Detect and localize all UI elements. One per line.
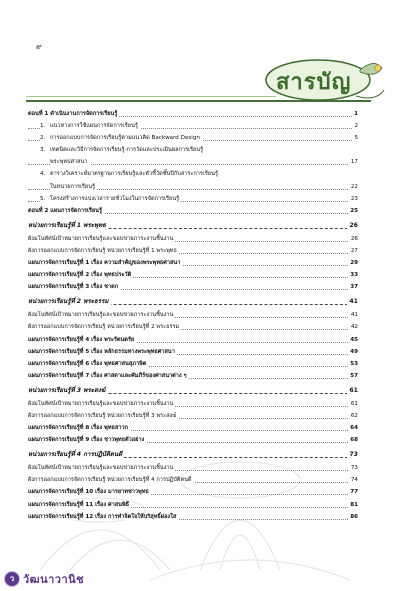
toc-entry-title: แผนการจัดการเรียนรู้ที่ 10 เรื่อง มารยาทชาวพุทธ: [28, 489, 149, 496]
toc-entry-title: 3. เทคนิคและวิธีการจัดการเรียนรู้-การวัดและประเมินผลการเรียนรู้: [40, 147, 205, 153]
toc-entry[interactable]: [28, 132, 358, 144]
toc-entry-number: 5.: [40, 195, 46, 202]
toc-entry[interactable]: [28, 334, 358, 346]
toc-entry-title: 5. โครงสร้างการแบ่งเวลารายชั่วโมงในการจัดการเรียนรู้: [40, 196, 181, 202]
toc-entry-page: 49: [348, 346, 358, 358]
toc-entry-title: 4. ตารางวิเคราะห์มาตรฐานการเรียนรู้และตัวชี้วัดชั้นปีกับสาระการเรียนรู้: [40, 171, 220, 177]
toc-entry-title: 2. การออกแบบการจัดการเรียนรู้ตามแนวคิด Backward Design: [40, 135, 202, 141]
toc-entry-title: ผังการออกแบบการจัดการเรียนรู้ หน่วยการเรียนรู้ที่ 2 พระธรรม: [28, 324, 180, 331]
table-of-contents: [28, 108, 358, 523]
toc-entry-page: 17: [349, 156, 358, 168]
toc-entry-title: หน่วยการเรียนรู้ที่ 1 พระพุทธ: [28, 221, 106, 229]
toc-entry-page: 25: [348, 205, 358, 217]
toc-entry-number: 1.: [40, 123, 46, 130]
toc-entry[interactable]: [28, 220, 358, 233]
toc-entry[interactable]: [28, 144, 358, 156]
toc-entry-title: ผังมโนทัศน์เป้าหมายการเรียนรู้และขอบข่ายภาระงานชิ้นงาน: [28, 400, 174, 407]
toc-entry-page: 61: [347, 385, 358, 397]
toc-entry-title: หน่วยการเรียนรู้ที่ 3 พระสงฆ์: [28, 386, 106, 394]
toc-entry-page: 22: [349, 181, 358, 193]
toc-entry[interactable]: [28, 168, 358, 180]
toc-entry-title: แผนการจัดการเรียนรู้ที่ 11 เรื่อง ศาสนพิธี: [28, 501, 130, 508]
toc-entry[interactable]: [28, 269, 358, 281]
toc-entry-page: 5: [352, 132, 358, 144]
toc-entry-page: 26: [347, 220, 358, 232]
toc-entry-page: 81: [348, 499, 358, 511]
toc-entry[interactable]: [28, 193, 358, 205]
toc-entry[interactable]: [28, 474, 358, 486]
toc-entry-title: ผังการออกแบบการจัดการเรียนรู้ หน่วยการเรียนรู้ที่ 3 พระสงฆ์: [28, 412, 177, 419]
toc-entry[interactable]: [28, 449, 358, 462]
toc-entry[interactable]: [28, 156, 358, 168]
toc-entry-title: แผนการจัดการเรียนรู้ที่ 6 เรื่อง พุทธศาสนสุภาษิต: [28, 360, 147, 367]
toc-entry[interactable]: [28, 422, 358, 434]
toc-entry-page: 27: [349, 245, 358, 257]
toc-entry-title: แผนการจัดการเรียนรู้ที่ 9 เรื่อง ชาวพุทธตัวอย่าง: [28, 437, 145, 444]
title-badge: [262, 58, 372, 110]
toc-entry-title: ตอนที่ 1 ดำเนินงานการจัดการเรียนรู้: [28, 111, 118, 117]
toc-entry-title: แผนการจัดการเรียนรู้ที่ 4 เรื่อง พระรัตนตรัย: [28, 336, 135, 343]
toc-entry[interactable]: [28, 233, 358, 245]
toc-entry[interactable]: [28, 511, 358, 523]
toc-entry[interactable]: [28, 499, 358, 511]
toc-entry-page: 1: [352, 108, 358, 120]
toc-entry[interactable]: [28, 462, 358, 474]
toc-entry[interactable]: [28, 486, 358, 498]
toc-entry-title: หน่วยการเรียนรู้ที่ 4 การปฏิบัติตนดี: [28, 451, 123, 459]
toc-entry[interactable]: [28, 309, 358, 321]
toc-entry[interactable]: [28, 245, 358, 257]
toc-entry-title: แผนการจัดการเรียนรู้ที่ 8 เรื่อง พุทธสาวก: [28, 425, 129, 432]
toc-entry-page: 62: [349, 410, 358, 422]
page-number: ๙: [36, 42, 42, 51]
toc-entry-title: แผนการจัดการเรียนรู้ที่ 7 เรื่อง ศาสดาและคัมภีร์ของศาสนาต่าง ๆ: [28, 372, 187, 379]
toc-entry[interactable]: [28, 181, 358, 193]
toc-entry-page: 41: [349, 309, 358, 321]
toc-entry-page: 2: [352, 120, 358, 132]
toc-entry-title: แผนการจัดการเรียนรู้ที่ 12 เรื่อง การทำจิตใจให้บริสุทธิ์ผ่องใส: [28, 513, 177, 520]
toc-entry-title: ตอนที่ 2 แผนการจัดการเรียนรู้: [28, 207, 102, 214]
toc-entry-title: แผนการจัดการเรียนรู้ที่ 3 เรื่อง ชาดก: [28, 284, 119, 291]
toc-entry-page: 29: [348, 257, 358, 269]
toc-entry-page: 41: [347, 296, 358, 308]
page-title: สารบัญ: [276, 69, 352, 95]
toc-entry-page: 86: [348, 511, 358, 523]
toc-entry[interactable]: [28, 434, 358, 446]
toc-entry[interactable]: [28, 410, 358, 422]
toc-entry-number: 2.: [40, 135, 46, 142]
toc-entry-page: 33: [348, 269, 358, 281]
toc-entry-title: พระพุทธศาสนา: [50, 159, 88, 166]
toc-entry-title: แผนการจัดการเรียนรู้ที่ 5 เรื่อง หลักธรรมทางพระพุทธศาสนา: [28, 348, 175, 355]
toc-entry-title: ผังมโนทัศน์เป้าหมายการเรียนรู้และขอบข่ายภาระงานชิ้นงาน: [28, 465, 174, 472]
toc-entry-title: แผนการจัดการเรียนรู้ที่ 2 เรื่อง พุทธประวัติ: [28, 272, 132, 279]
toc-entry-page: 73: [347, 449, 358, 461]
toc-entry-page: 61: [349, 398, 358, 410]
toc-entry-number: 4.: [40, 171, 46, 178]
toc-entry[interactable]: [28, 257, 358, 269]
toc-entry-title: ในหน่วยการเรียนรู้: [50, 183, 96, 190]
toc-entry[interactable]: [28, 358, 358, 370]
logo-mark-icon: ว: [4, 571, 20, 587]
toc-entry[interactable]: [28, 120, 358, 132]
toc-entry-page: 77: [348, 486, 358, 498]
toc-entry-page: 37: [348, 281, 358, 293]
toc-entry-page: 45: [348, 334, 358, 346]
toc-entry-page: 74: [349, 474, 358, 486]
toc-entry[interactable]: [28, 321, 358, 333]
toc-entry[interactable]: [28, 398, 358, 410]
toc-entry[interactable]: [28, 205, 358, 217]
toc-entry-title: ผังมโนทัศน์เป้าหมายการเรียนรู้และขอบข่ายภาระงานชิ้นงาน: [28, 312, 174, 319]
publisher-logo: [4, 570, 84, 588]
toc-entry-page: 26: [349, 233, 358, 245]
toc-entry[interactable]: [28, 385, 358, 398]
toc-entry[interactable]: [28, 296, 358, 309]
toc-entry[interactable]: [28, 370, 358, 382]
toc-entry[interactable]: [28, 108, 358, 120]
toc-entry-title: แผนการจัดการเรียนรู้ที่ 1 เรื่อง ความสำคัญของพระพุทธศาสนา: [28, 260, 181, 267]
toc-entry-title: หน่วยการเรียนรู้ที่ 2 พระธรรม: [28, 298, 109, 306]
toc-entry-title: ผังการออกแบบการจัดการเรียนรู้ หน่วยการเรียนรู้ที่ 4 การปฏิบัติตนดี: [28, 477, 192, 484]
toc-entry-title: 1. แนวทางการใช้แผนการจัดการเรียนรู้: [40, 123, 140, 129]
logo-text: วัฒนาวานิช: [23, 573, 85, 586]
toc-entry[interactable]: [28, 281, 358, 293]
toc-entry-page: 73: [349, 462, 358, 474]
toc-entry-page: 57: [348, 370, 358, 382]
toc-entry-title: ผังมโนทัศน์เป้าหมายการเรียนรู้และขอบข่ายภาระงานชิ้นงาน: [28, 235, 174, 242]
toc-entry-page: 68: [348, 434, 358, 446]
toc-entry-page: 53: [348, 358, 358, 370]
toc-entry-page: 23: [349, 193, 358, 205]
toc-entry-number: 3.: [40, 147, 46, 154]
toc-entry-page: 64: [348, 422, 358, 434]
toc-entry-page: 42: [349, 321, 358, 333]
toc-entry[interactable]: [28, 346, 358, 358]
toc-entry-title: ผังการออกแบบการจัดการเรียนรู้ หน่วยการเรียนรู้ที่ 1 พระพุทธ: [28, 247, 177, 254]
